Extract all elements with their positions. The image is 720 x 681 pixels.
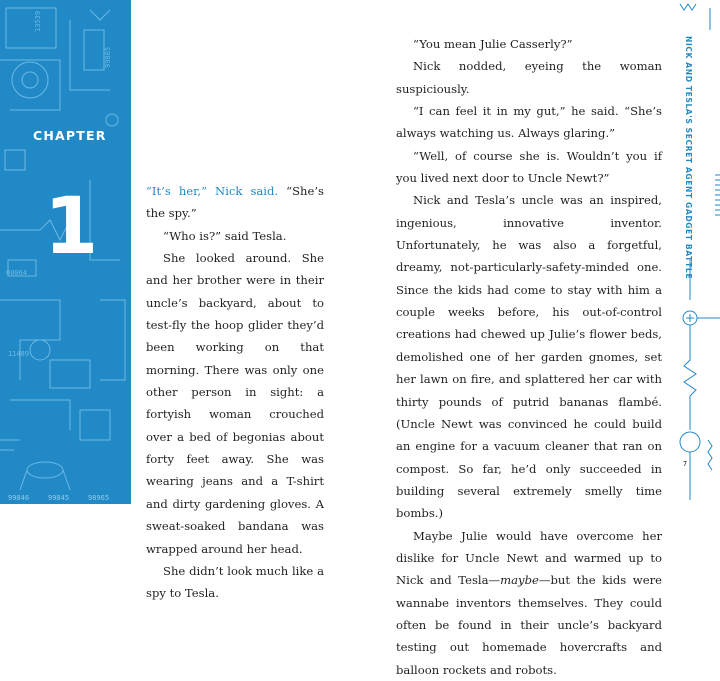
lead-quote: “It’s her,” Nick said. [146,184,279,198]
italic-word: maybe [500,573,539,588]
running-head: NICK AND TESLA'S SECRET AGENT GADGET BATTLE [684,36,693,280]
paragraph [396,525,662,681]
paragraph: Nick nodded, eyeing the woman suspiciously. [396,59,662,96]
blueprint-number-1: 13539 [34,10,42,32]
left-text-column [146,180,324,605]
text-run: Maybe Julie would have overcome her dislike for Uncle Newt and warmed up to Nick and Tesla— [396,528,662,588]
chapter-number: 1 [44,182,99,272]
blueprint-number-2: 99846 [8,494,30,502]
blueprint-number-7: 99865 [104,46,112,68]
right-text-column [396,33,662,681]
page-number: 7 [682,460,688,468]
paragraph [146,180,324,225]
paragraph: “Who is?” said Tesla. [163,228,287,243]
blueprint-number-5: 00064 [6,269,28,277]
bottom-number-strip [0,490,131,504]
chapter-opener-panel [0,0,131,504]
paragraph: “I can feel it in my gut,” he said. “She’s always watching us. Always glaring.” [396,104,662,141]
text-run: —but the kids were wannabe inventors themselves. They could often be found in their uncle’s backyard testing out homemade hovercrafts and balloon rockets and robots. [396,573,662,677]
paragraph: “Well, of course she is. Wouldn’t you if you lived next door to Uncle Newt?” [396,148,662,186]
lead-rest: “She’s the spy.” [146,184,324,221]
paragraph: Nick and Tesla’s uncle was an inspired, ingenious, innovative inventor. Unfortunately, he was also a forgetful, dreamy, not-particularly-safety-minded one. Since the kids had come to stay with him a couple weeks before, his out-of-control creations had chewed up Julie’s flower beds, demolished one of her garden gnomes, set her lawn on fire, and splattered her car with thirty pounds of putrid bananas flambé. (Uncle Newt was convinced he could build an engine for a vacuum cleaner that ran on compost. So far, he’d only succeeded in building several extremely smelly time bombs.) [396,193,662,521]
paragraph: “You mean Julie Casserly?” [413,37,573,51]
paragraph: She didn’t look much like a spy to Tesla. [146,563,324,601]
blueprint-number-4: 98965 [88,494,110,502]
blueprint-number-3: 99845 [48,494,70,502]
chapter-label: CHAPTER [33,128,107,143]
paragraph: She looked around. She and her brother were in their uncle’s backyard, about to test-fly the hoop glider they’d been working on that morning. There was only one other person in sight: a fortyish woman crouched over a bed of begonias about forty feet away. She was wearing jeans and a T-shirt and dirty gardening gloves. A sweat-soaked bandana was wrapped around her head. [146,251,324,556]
blueprint-number-6: 11489 [8,350,30,358]
